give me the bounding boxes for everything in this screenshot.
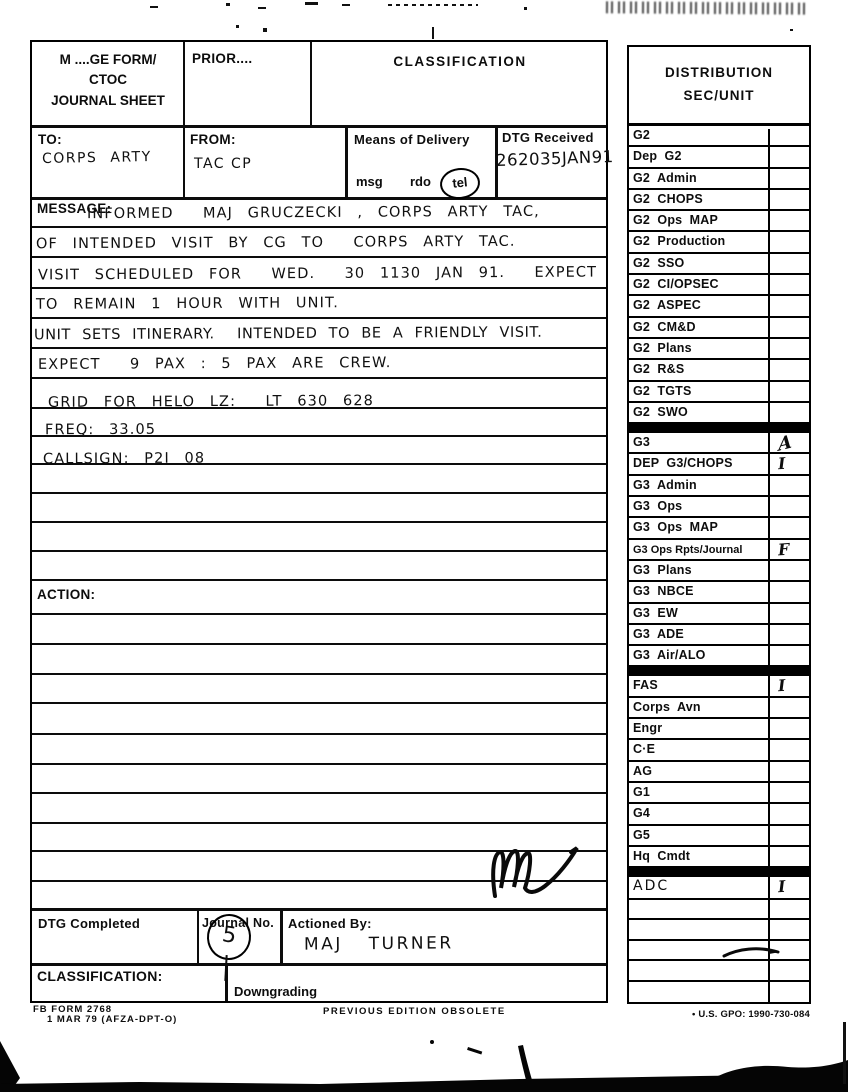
dist-row: [629, 762, 809, 783]
message-line: FREQ: 33.05: [44, 421, 157, 439]
scan-dash: [305, 2, 318, 5]
ruled-line: [32, 702, 606, 704]
dist-row-label: G3 Plans: [633, 562, 692, 577]
dist-row: [629, 847, 809, 868]
dist-row: [629, 497, 809, 518]
scan-dot: [263, 28, 267, 32]
stray-pen-mark: [722, 944, 784, 960]
dist-row-label: G1: [633, 784, 651, 799]
dist-row-label: Engr: [633, 721, 663, 736]
message-line: OF INTENDED VISIT BY CG TO CORPS ARTY TAC.: [35, 233, 516, 253]
dtg-completed-label: DTG Completed: [38, 916, 141, 931]
scan-dot: [790, 29, 793, 31]
dist-row-label: G2 Ops MAP: [633, 213, 719, 228]
message-line: UNIT SETS ITINERARY. INTENDED TO BE A FRIENDLY VISIT.: [33, 324, 543, 344]
divider: [32, 125, 606, 128]
divider: [183, 42, 185, 197]
means-of-delivery-label: Means of Delivery: [354, 132, 470, 147]
from-label: FROM:: [190, 132, 236, 147]
scan-dash: [258, 7, 266, 9]
divider: [32, 908, 606, 911]
dist-row: [629, 147, 809, 168]
form-title-line2: CTOC: [88, 72, 127, 88]
dist-row: [629, 920, 809, 940]
dist-row-label: G3 ADE: [633, 626, 684, 641]
dist-row: [629, 698, 809, 719]
dist-row: [629, 625, 809, 646]
actioned-by-label: Actioned By:: [288, 916, 372, 931]
ruled-line: [32, 317, 606, 319]
dist-row: [629, 740, 809, 761]
dist-row: [629, 126, 809, 147]
dist-row-label: G3: [633, 435, 651, 450]
dist-row-mark: I: [777, 454, 787, 474]
delivery-option-tel: tel: [451, 174, 469, 191]
previous-edition-note: PREVIOUS EDITION OBSOLETE: [323, 1006, 506, 1017]
dist-row: [629, 877, 809, 900]
dist-row-label: FAS: [633, 678, 658, 693]
delivery-option-rdo: rdo: [410, 174, 431, 189]
dist-row-label: DEP G3/CHOPS: [633, 456, 733, 471]
form-title: [34, 50, 182, 111]
dist-row: [629, 190, 809, 211]
ruled-line: [32, 733, 606, 735]
dist-row: [629, 961, 809, 981]
message-line: TO REMAIN 1 HOUR WITH UNIT.: [35, 295, 339, 313]
dist-row: [629, 360, 809, 381]
divider: [32, 197, 606, 200]
section-divider-bar: [629, 868, 809, 877]
dist-row: [629, 900, 809, 920]
dist-row-label: G3 Ops MAP: [633, 520, 719, 535]
dist-row: [629, 232, 809, 253]
dist-row: [629, 676, 809, 697]
dist-row-label: G2 Admin: [633, 170, 697, 185]
dist-row-label: G2 SWO: [633, 404, 688, 419]
dist-row-label: G4: [633, 806, 651, 821]
message-line: INFORMED MAJ GRUCZECKI , CORPS ARTY TAC,: [86, 203, 540, 223]
classification-header: CLASSIFICATION: [393, 54, 527, 69]
divider: [225, 966, 228, 1001]
ruled-line: [32, 256, 606, 258]
ruled-line: [32, 763, 606, 765]
dist-row-label: G2 CHOPS: [633, 191, 703, 206]
distribution-header: [629, 47, 809, 126]
message-label: MESSAGE:: [37, 201, 112, 216]
dist-row: [629, 518, 809, 539]
classification-footer-label: CLASSIFICATION:: [37, 968, 163, 984]
distribution-section-staff: [629, 676, 809, 868]
dist-row: [629, 403, 809, 424]
downgrading-label: Downgrading: [234, 984, 318, 999]
dist-row: [629, 561, 809, 582]
distribution-section-g3: [629, 433, 809, 667]
scan-dot: [236, 25, 239, 28]
message-line: CALLSIGN: P2I 08: [42, 450, 206, 468]
dist-row: [629, 339, 809, 360]
dist-row: [629, 826, 809, 847]
gpo-note: • U.S. GPO: 1990-730-084: [692, 1009, 810, 1020]
ruled-line: [32, 643, 606, 645]
dist-row-label: G3 NBCE: [633, 584, 694, 599]
scan-dash: [150, 6, 158, 8]
dist-row: [629, 433, 809, 454]
divider: [32, 963, 606, 966]
form-title-line3: JOURNAL SHEET: [51, 92, 165, 108]
ruled-line: [32, 287, 606, 289]
dist-row: [629, 318, 809, 339]
dist-row-label: Dep G2: [633, 149, 682, 164]
dist-row: [629, 169, 809, 190]
dist-row-label: G2 CM&D: [633, 319, 696, 334]
from-value: TAC CP: [194, 156, 253, 172]
delivery-option-msg: msg: [356, 174, 383, 189]
scan-edge-line: [843, 1022, 846, 1084]
dist-row-label: G2 ASPEC: [633, 298, 702, 313]
ruled-line: [32, 226, 606, 228]
dist-row: [629, 476, 809, 497]
dist-row: [629, 540, 809, 561]
scan-artifacts-top: [0, 0, 848, 40]
dist-row: [629, 982, 809, 1002]
ruled-line: [32, 521, 606, 523]
dist-row-mark: I: [777, 676, 787, 696]
actioned-by-value: MAJ TURNER: [303, 933, 454, 955]
dist-row: [629, 582, 809, 603]
scan-dash: [388, 4, 478, 6]
delivery-option-tel-circled: [438, 166, 481, 201]
signature-squiggle: [458, 812, 608, 904]
dist-row-label: G2 CI/OPSEC: [633, 277, 719, 292]
message-line: GRID FOR HELO LZ: LT 630 628: [47, 393, 375, 411]
dist-row-label: G2 R&S: [633, 362, 685, 377]
dist-row-label: AG: [633, 763, 653, 778]
dtg-received-value: 262035JAN91: [495, 146, 614, 171]
illegible-smudge: [606, 1, 806, 14]
dist-row: [629, 382, 809, 403]
dist-row-label: G3 Air/ALO: [633, 648, 706, 663]
dist-row-label: G5: [633, 827, 651, 842]
dist-row-label: Corps Avn: [633, 699, 701, 714]
ruled-line: [32, 377, 606, 379]
dist-row: [629, 275, 809, 296]
dist-row: [629, 646, 809, 667]
ruled-line: [32, 613, 606, 615]
dist-row-mark: F: [777, 539, 791, 560]
divider: [345, 127, 348, 197]
dist-row-label: G2 SSO: [633, 255, 685, 270]
distribution-header-line2: SEC/UNIT: [683, 87, 755, 103]
form-number: FB FORM 2768: [33, 1004, 113, 1015]
dist-row-label: G3 Ops: [633, 499, 683, 514]
dist-row: [629, 783, 809, 804]
divider: [197, 911, 199, 963]
scan-dash: [342, 4, 350, 6]
form-title-line1: M ....GE FORM/: [59, 52, 157, 67]
dist-row-label: G2: [633, 128, 651, 142]
dist-row-label: G3 EW: [633, 605, 678, 620]
dist-row: [629, 719, 809, 740]
dist-row: [629, 454, 809, 475]
to-value: CORPS ARTY: [41, 149, 152, 167]
dist-row-label: G2 Production: [633, 234, 726, 249]
journal-no-label: Journal No.: [202, 916, 275, 930]
distribution-section-g2: [629, 126, 809, 424]
dist-row-label: ADC: [633, 878, 670, 895]
scan-artifacts-bottom: [0, 1038, 848, 1092]
ruled-line: [32, 673, 606, 675]
message-line: EXPECT 9 PAX : 5 PAX ARE CREW.: [37, 355, 392, 373]
dist-row-mark: I: [777, 876, 787, 897]
dist-row-label: G2 Plans: [633, 340, 692, 355]
message-line: VISIT SCHEDULED FOR WED. 30 1130 JAN 91. EXPECT: [37, 264, 598, 284]
scan-dot: [524, 7, 527, 10]
dist-row-mark: A: [777, 431, 793, 456]
dist-row-label: G3 Ops Rpts/Journal: [633, 543, 743, 556]
section-divider-bar: [629, 424, 809, 433]
dist-row: [629, 604, 809, 625]
divider: [280, 911, 283, 963]
ruled-line: [32, 792, 606, 794]
ruled-line: [32, 579, 606, 581]
to-label: TO:: [38, 132, 62, 147]
scan-tick: [432, 27, 434, 39]
priority-label: PRIOR....: [192, 51, 253, 66]
dist-row-label: G3 Admin: [633, 477, 697, 492]
ruled-line: [32, 347, 606, 349]
action-label: ACTION:: [37, 587, 96, 602]
dist-row: [629, 804, 809, 825]
ruled-line: [32, 492, 606, 494]
distribution-table: [627, 45, 811, 1004]
dist-row: [629, 211, 809, 232]
dist-row: [629, 296, 809, 317]
distribution-section-extra: [629, 877, 809, 1002]
journal-no-value: 5: [220, 922, 238, 949]
form-date: 1 MAR 79 (AFZA-DPT-O): [47, 1014, 178, 1025]
dist-row-label: Hq Cmdt: [633, 848, 691, 863]
ruled-line: [32, 550, 606, 552]
dist-row-label: C·E: [633, 742, 656, 757]
distribution-header-line1: DISTRIBUTION: [665, 65, 773, 80]
dist-row-label: G2 TGTS: [633, 383, 692, 398]
dist-row: [629, 254, 809, 275]
dtg-received-label: DTG Received: [502, 130, 594, 145]
scan-dash: [226, 3, 230, 6]
